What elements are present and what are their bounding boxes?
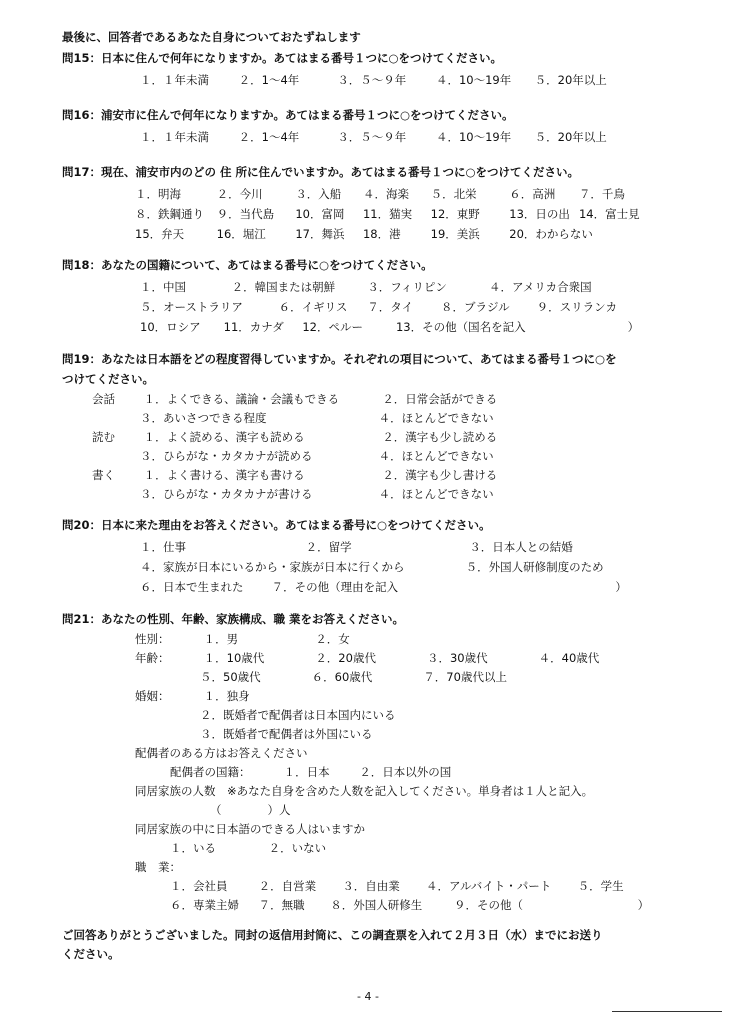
q17-row3 — [135, 227, 599, 241]
q18-option[interactable]: １．中国 — [140, 280, 186, 294]
q17-option[interactable]: ２．今川 — [216, 187, 263, 201]
q21-japanese-options — [170, 841, 326, 855]
q17-option[interactable]: 10．富岡 — [295, 207, 345, 221]
q17-option[interactable]: ８．鉄鋼通り — [135, 207, 204, 221]
closing-line1: ご回答ありがとうございました。同封の返信用封筒に、この調査票を入れて２月３日（水）までにお送り — [62, 928, 603, 942]
q15-question: 問15：日本に住んで何年になりますか。あてはまる番号１つに○をつけてください。 — [62, 51, 503, 65]
q21-option[interactable]: １．日本 — [283, 765, 330, 779]
q17-option[interactable]: ６．高洲 — [509, 187, 556, 201]
q21-spouse-nationality-label: 配偶者の国籍： — [170, 765, 251, 779]
q19-write-row1 — [92, 468, 497, 482]
q21-option[interactable]: ５．学生 — [577, 879, 624, 893]
q21-age-row1 — [135, 651, 599, 665]
q17-option[interactable]: 14．富士見 — [578, 207, 640, 221]
q19-speak-label: 会話 — [92, 392, 115, 406]
q21-option[interactable]: １．独身 — [203, 689, 250, 703]
q17-option[interactable]: 11．猫実 — [362, 207, 413, 221]
closing-line2: ください。 — [62, 947, 120, 961]
q19-option[interactable]: １．よく書ける、漢字も書ける — [143, 468, 305, 482]
q21-job-row1 — [170, 879, 624, 893]
q19-option[interactable]: ２．漢字も少し書ける — [382, 468, 498, 482]
q16-option[interactable]: ５．20年以上 — [534, 130, 607, 144]
q21-option[interactable]: ４．アルバイト・パート — [425, 879, 552, 893]
q18-option[interactable]: ９．スリランカ — [536, 300, 618, 314]
q21-spouse-prompt: 配偶者のある方はお答えください — [135, 746, 308, 760]
q18-row1 — [140, 280, 619, 294]
q19-speak-row1 — [92, 392, 497, 406]
q21-job-row2 — [170, 898, 649, 912]
q19-read-label: 読む — [92, 430, 115, 444]
q21-sex-label: 性別： — [135, 632, 170, 646]
q21-option[interactable]: ４．40歳代 — [538, 651, 600, 665]
q20-row2 — [140, 560, 604, 574]
q17-option[interactable]: ５．北栄 — [430, 187, 477, 201]
q21-job-label: 職 業： — [135, 860, 181, 874]
q21-option[interactable]: ２．女 — [315, 632, 350, 646]
intro-heading: 最後に、回答者であるあなた自身についておたずねします — [62, 30, 361, 44]
q15-options — [140, 73, 625, 87]
q21-age-label: 年齢： — [135, 651, 170, 665]
q19-option[interactable]: １．よく読める、漢字も読める — [143, 430, 305, 444]
q18-option[interactable]: ４．アメリカ合衆国 — [488, 280, 592, 294]
q17-option[interactable]: 17．舞浜 — [295, 227, 345, 241]
q21-marriage-row1 — [135, 689, 250, 703]
q20-row3 — [140, 580, 627, 594]
q21-marriage-row3[interactable]: ３．既婚者で配偶者は外国にいる — [200, 727, 373, 741]
q21-option[interactable]: ８．外国人研修生 — [330, 898, 423, 912]
q21-option[interactable]: ９．その他（ — [453, 898, 523, 912]
q19-option[interactable]: ４．ほとんどできない — [378, 411, 494, 425]
q16-option[interactable]: ３．５～９年 — [337, 130, 407, 144]
q19-option[interactable]: ２．漢字も少し読める — [382, 430, 498, 444]
q17-option[interactable]: ４．海楽 — [362, 187, 409, 201]
q17-option[interactable]: １．明海 — [135, 187, 181, 201]
q17-question: 問17：現在、浦安市内のどの 住 所に住んでいますか。あてはまる番号１つに○をつけてください。 — [62, 165, 580, 179]
q17-option[interactable]: ３．入船 — [295, 187, 342, 201]
q19-option[interactable]: ３．あいさつできる程度 — [140, 411, 267, 425]
q19-option[interactable]: ４．ほとんどできない — [378, 449, 494, 463]
q20-option[interactable]: ２．留学 — [305, 540, 352, 554]
q21-question: 問21：あなたの性別、年齢、家族構成、職 業をお答えください。 — [62, 612, 405, 626]
q21-spouse-nationality-row — [170, 765, 451, 779]
q18-option[interactable]: ７．タイ — [367, 300, 414, 314]
q21-option[interactable]: ３．30歳代 — [426, 651, 488, 665]
q18-row3 — [140, 320, 639, 334]
q19-option[interactable]: ３．ひらがな・カタカナが読める — [140, 449, 313, 463]
q21-japanese-question: 同居家族の中に日本語のできる人はいますか — [135, 822, 365, 836]
q15-option[interactable]: １．１年未満 — [140, 73, 209, 87]
q18-option[interactable]: 11．カナダ — [223, 320, 284, 334]
q21-option[interactable]: ２．いない — [268, 841, 327, 855]
q20-option[interactable]: ６．日本で生まれた — [140, 580, 244, 594]
q20-option[interactable]: ７．その他（理由を記入 — [271, 580, 399, 594]
q21-option[interactable]: ７．70歳代以上 — [423, 670, 507, 684]
q21-option[interactable]: １．10歳代 — [203, 651, 265, 665]
q16-option[interactable]: １．１年未満 — [140, 130, 209, 144]
q17-option[interactable]: 12．東野 — [430, 207, 480, 221]
q20-option[interactable]: ５．外国人研修制度のため — [465, 560, 604, 574]
q16-option[interactable]: ４．10～19年 — [435, 130, 512, 144]
q15-option[interactable]: ３．５～９年 — [337, 73, 407, 87]
q21-option[interactable]: ２．日本以外の国 — [359, 765, 452, 779]
q18-option[interactable]: ６．イギリス — [278, 300, 348, 314]
q18-option[interactable]: 12．ペルー — [302, 320, 363, 334]
q19-option[interactable]: １．よくできる、議論・会議もできる — [143, 392, 340, 406]
q21-option[interactable]: ７．無職 — [258, 898, 305, 912]
q19-option[interactable]: ４．ほとんどできない — [378, 487, 494, 501]
q19-speak-row2 — [140, 411, 494, 425]
q15-option[interactable]: ４．10～19年 — [435, 73, 512, 87]
q17-option[interactable]: 16．堀江 — [216, 227, 266, 241]
q18-option[interactable]: 13．その他（国名を記入 — [395, 320, 526, 334]
q20-question: 問20：日本に来た理由をお答えください。あてはまる番号に○をつけてください。 — [62, 518, 491, 532]
q21-option[interactable]: ６．専業主婦 — [170, 898, 239, 912]
q16-question: 問16：浦安市に住んで何年になりますか。あてはまる番号１つに○をつけてください。 — [62, 108, 514, 122]
q21-option[interactable]: ３．自由業 — [342, 879, 400, 893]
q21-option[interactable]: １．いる — [170, 841, 216, 855]
q20-option[interactable]: ３．日本人との結婚 — [469, 540, 573, 554]
q20-row1 — [140, 540, 573, 554]
q16-option[interactable]: ２．1～4年 — [238, 130, 300, 144]
q18-option[interactable]: ２．韓国または朝鮮 — [231, 280, 336, 294]
q17-option[interactable]: 20．わからない — [509, 227, 593, 241]
q21-option[interactable]: ６．60歳代 — [311, 670, 373, 684]
q21-option[interactable]: ２．20歳代 — [315, 651, 376, 665]
q15-option[interactable]: ２．1～4年 — [238, 73, 300, 87]
q18-option[interactable]: ３．フィリピン — [367, 280, 447, 294]
q19-question-line2: つけてください。 — [62, 372, 154, 386]
q21-sex-row — [135, 632, 350, 646]
footer-rule — [612, 1011, 722, 1012]
q19-option[interactable]: ３．ひらがな・カタカナが書ける — [140, 487, 313, 501]
q21-household-count[interactable]: （ ）人 — [210, 803, 291, 817]
q19-question-line1: 問19：あなたは日本語をどの程度習得していますか。それぞれの項目について、あてはまる番号１つに○を — [62, 352, 617, 366]
page-number: - 4 - — [357, 990, 379, 1003]
q19-write-label: 書く — [92, 468, 115, 482]
q19-option[interactable]: ２．日常会話ができる — [382, 392, 498, 406]
q19-read-row2 — [140, 449, 494, 463]
q16-options — [140, 130, 625, 144]
q21-marriage-label: 婚姻： — [135, 689, 170, 703]
q18-row2 — [140, 300, 647, 314]
q21-marriage-row2[interactable]: ２．既婚者で配偶者は日本国内にいる — [200, 708, 396, 722]
q20-option[interactable]: ４．家族が日本にいるから・家族が日本に行くから — [140, 560, 405, 574]
q17-row2 — [135, 207, 651, 221]
q20-close-paren: ） — [615, 580, 627, 594]
q18-option[interactable]: 10．ロシア — [140, 320, 201, 334]
q18-question: 問18：あなたの国籍について、あてはまる番号に○をつけてください。 — [62, 258, 433, 272]
q17-option[interactable]: 18．港 — [362, 227, 401, 241]
q21-option[interactable]: ２．自営業 — [258, 879, 317, 893]
q17-option[interactable]: ９．当代島 — [216, 207, 275, 221]
q21-option[interactable]: ５．50歳代 — [200, 670, 261, 684]
q17-option[interactable]: ７．千鳥 — [578, 187, 625, 201]
q18-close-paren: ） — [627, 320, 640, 334]
q19-write-row2 — [140, 487, 494, 501]
q18-option[interactable]: ５．オーストラリア — [140, 300, 243, 314]
q21-age-row2 — [200, 670, 507, 684]
q20-option[interactable]: １．仕事 — [140, 540, 186, 554]
q17-option[interactable]: 13．日の出 — [509, 207, 570, 221]
q21-close-paren: ） — [637, 898, 650, 912]
q19-read-row1 — [92, 430, 497, 444]
q15-option[interactable]: ５．20年以上 — [534, 73, 607, 87]
q18-option[interactable]: ８．ブラジル — [440, 300, 510, 314]
q21-option[interactable]: １．男 — [203, 632, 239, 646]
q21-option[interactable]: １．会社員 — [170, 879, 228, 893]
q21-household: 同居家族の人数 ※あなた自身を含めた人数を記入してください。単身者は１人と記入。 — [135, 784, 594, 798]
q17-option[interactable]: 19．美浜 — [430, 227, 480, 241]
q17-option[interactable]: 15．弁天 — [135, 227, 185, 241]
q17-row1 — [135, 187, 639, 201]
